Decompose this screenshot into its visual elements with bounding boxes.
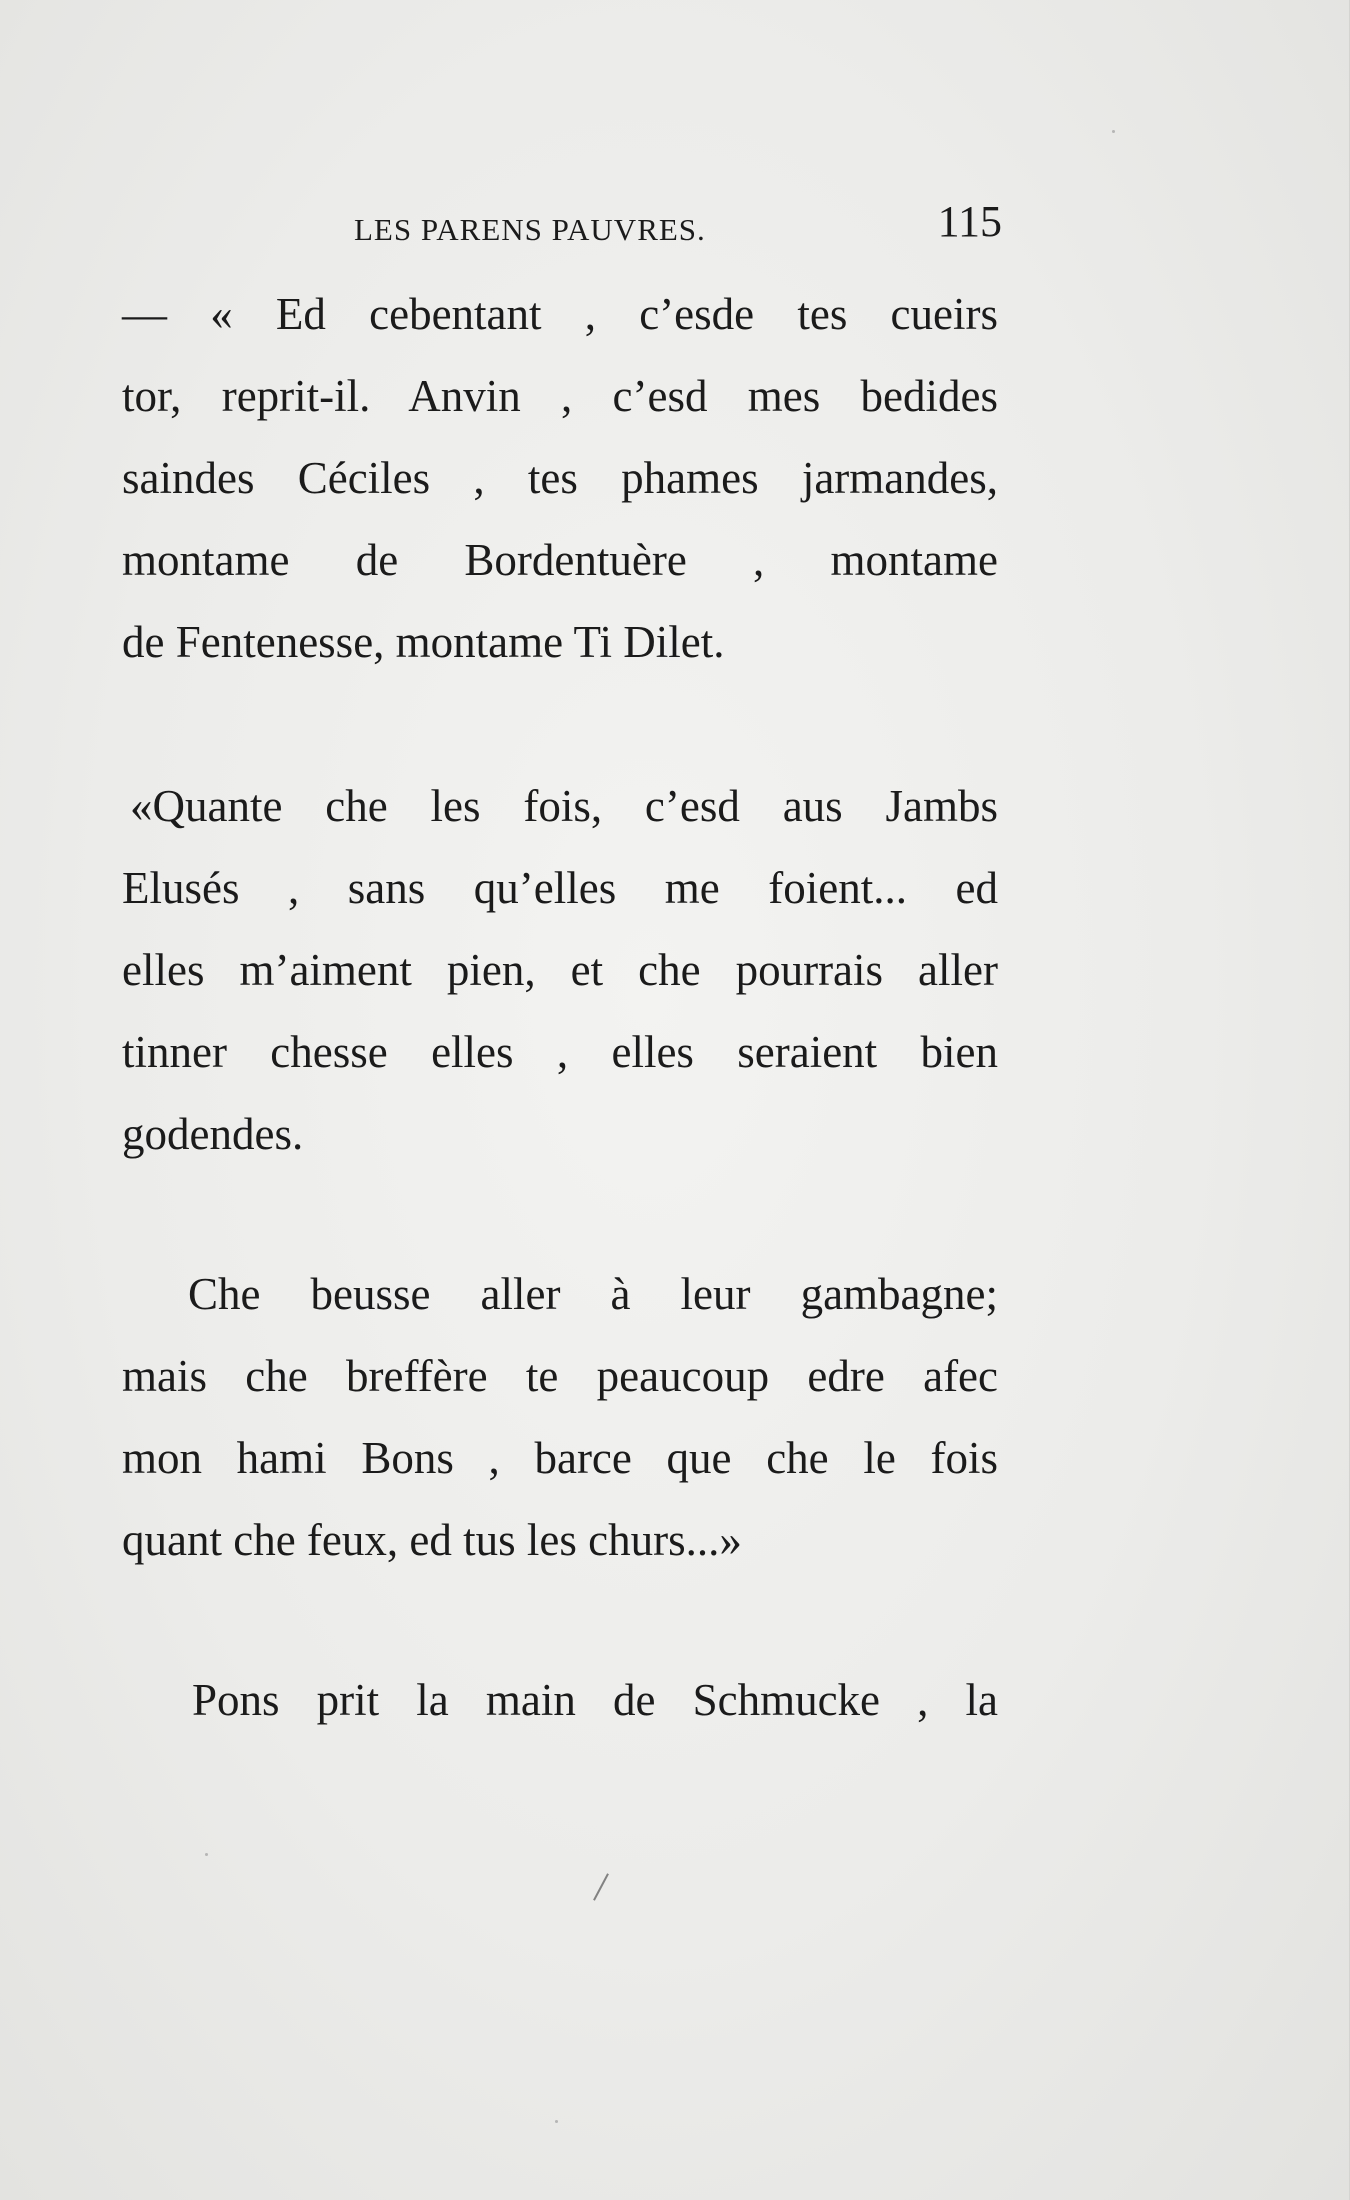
page-header bbox=[352, 196, 1002, 256]
text-line: mais che breffère te peaucoup edre afec bbox=[122, 1351, 998, 1401]
text-line: montame de Bordentuère , montame bbox=[122, 535, 998, 585]
paper-speck bbox=[1112, 130, 1115, 133]
text-line: mon hami Bons , barce que che le fois bbox=[122, 1433, 998, 1483]
paper-speck bbox=[555, 2120, 558, 2123]
text-line: de Fentenesse, montame Ti Dilet. bbox=[122, 617, 725, 667]
text-line: quant che feux, ed tus les churs...» bbox=[122, 1515, 742, 1565]
text-line: «Quante che les fois, c’esd aus Jambs bbox=[130, 781, 998, 831]
text-line: Che beusse aller à leur gambagne; bbox=[188, 1269, 998, 1319]
text-line: saindes Céciles , tes phames jarmandes, bbox=[122, 453, 998, 503]
text-line: — « Ed cebentant , c’esde tes cueirs bbox=[122, 289, 998, 339]
ink-mark bbox=[593, 1873, 609, 1900]
running-title: LES PARENS PAUVRES. bbox=[354, 212, 706, 247]
text-line: godendes. bbox=[122, 1109, 304, 1159]
paper-speck bbox=[205, 1853, 208, 1856]
text-line: Pons prit la main de Schmucke , la bbox=[192, 1675, 998, 1725]
page-number: 115 bbox=[937, 197, 1002, 246]
text-line: Elusés , sans qu’elles me foient... ed bbox=[122, 863, 998, 913]
text-line: tinner chesse elles , elles seraient bien bbox=[122, 1027, 998, 1077]
text-line: tor, reprit-il. Anvin , c’esd mes bedides bbox=[122, 371, 998, 421]
text-line: elles m’aiment pien, et che pourrais aller bbox=[122, 945, 998, 995]
